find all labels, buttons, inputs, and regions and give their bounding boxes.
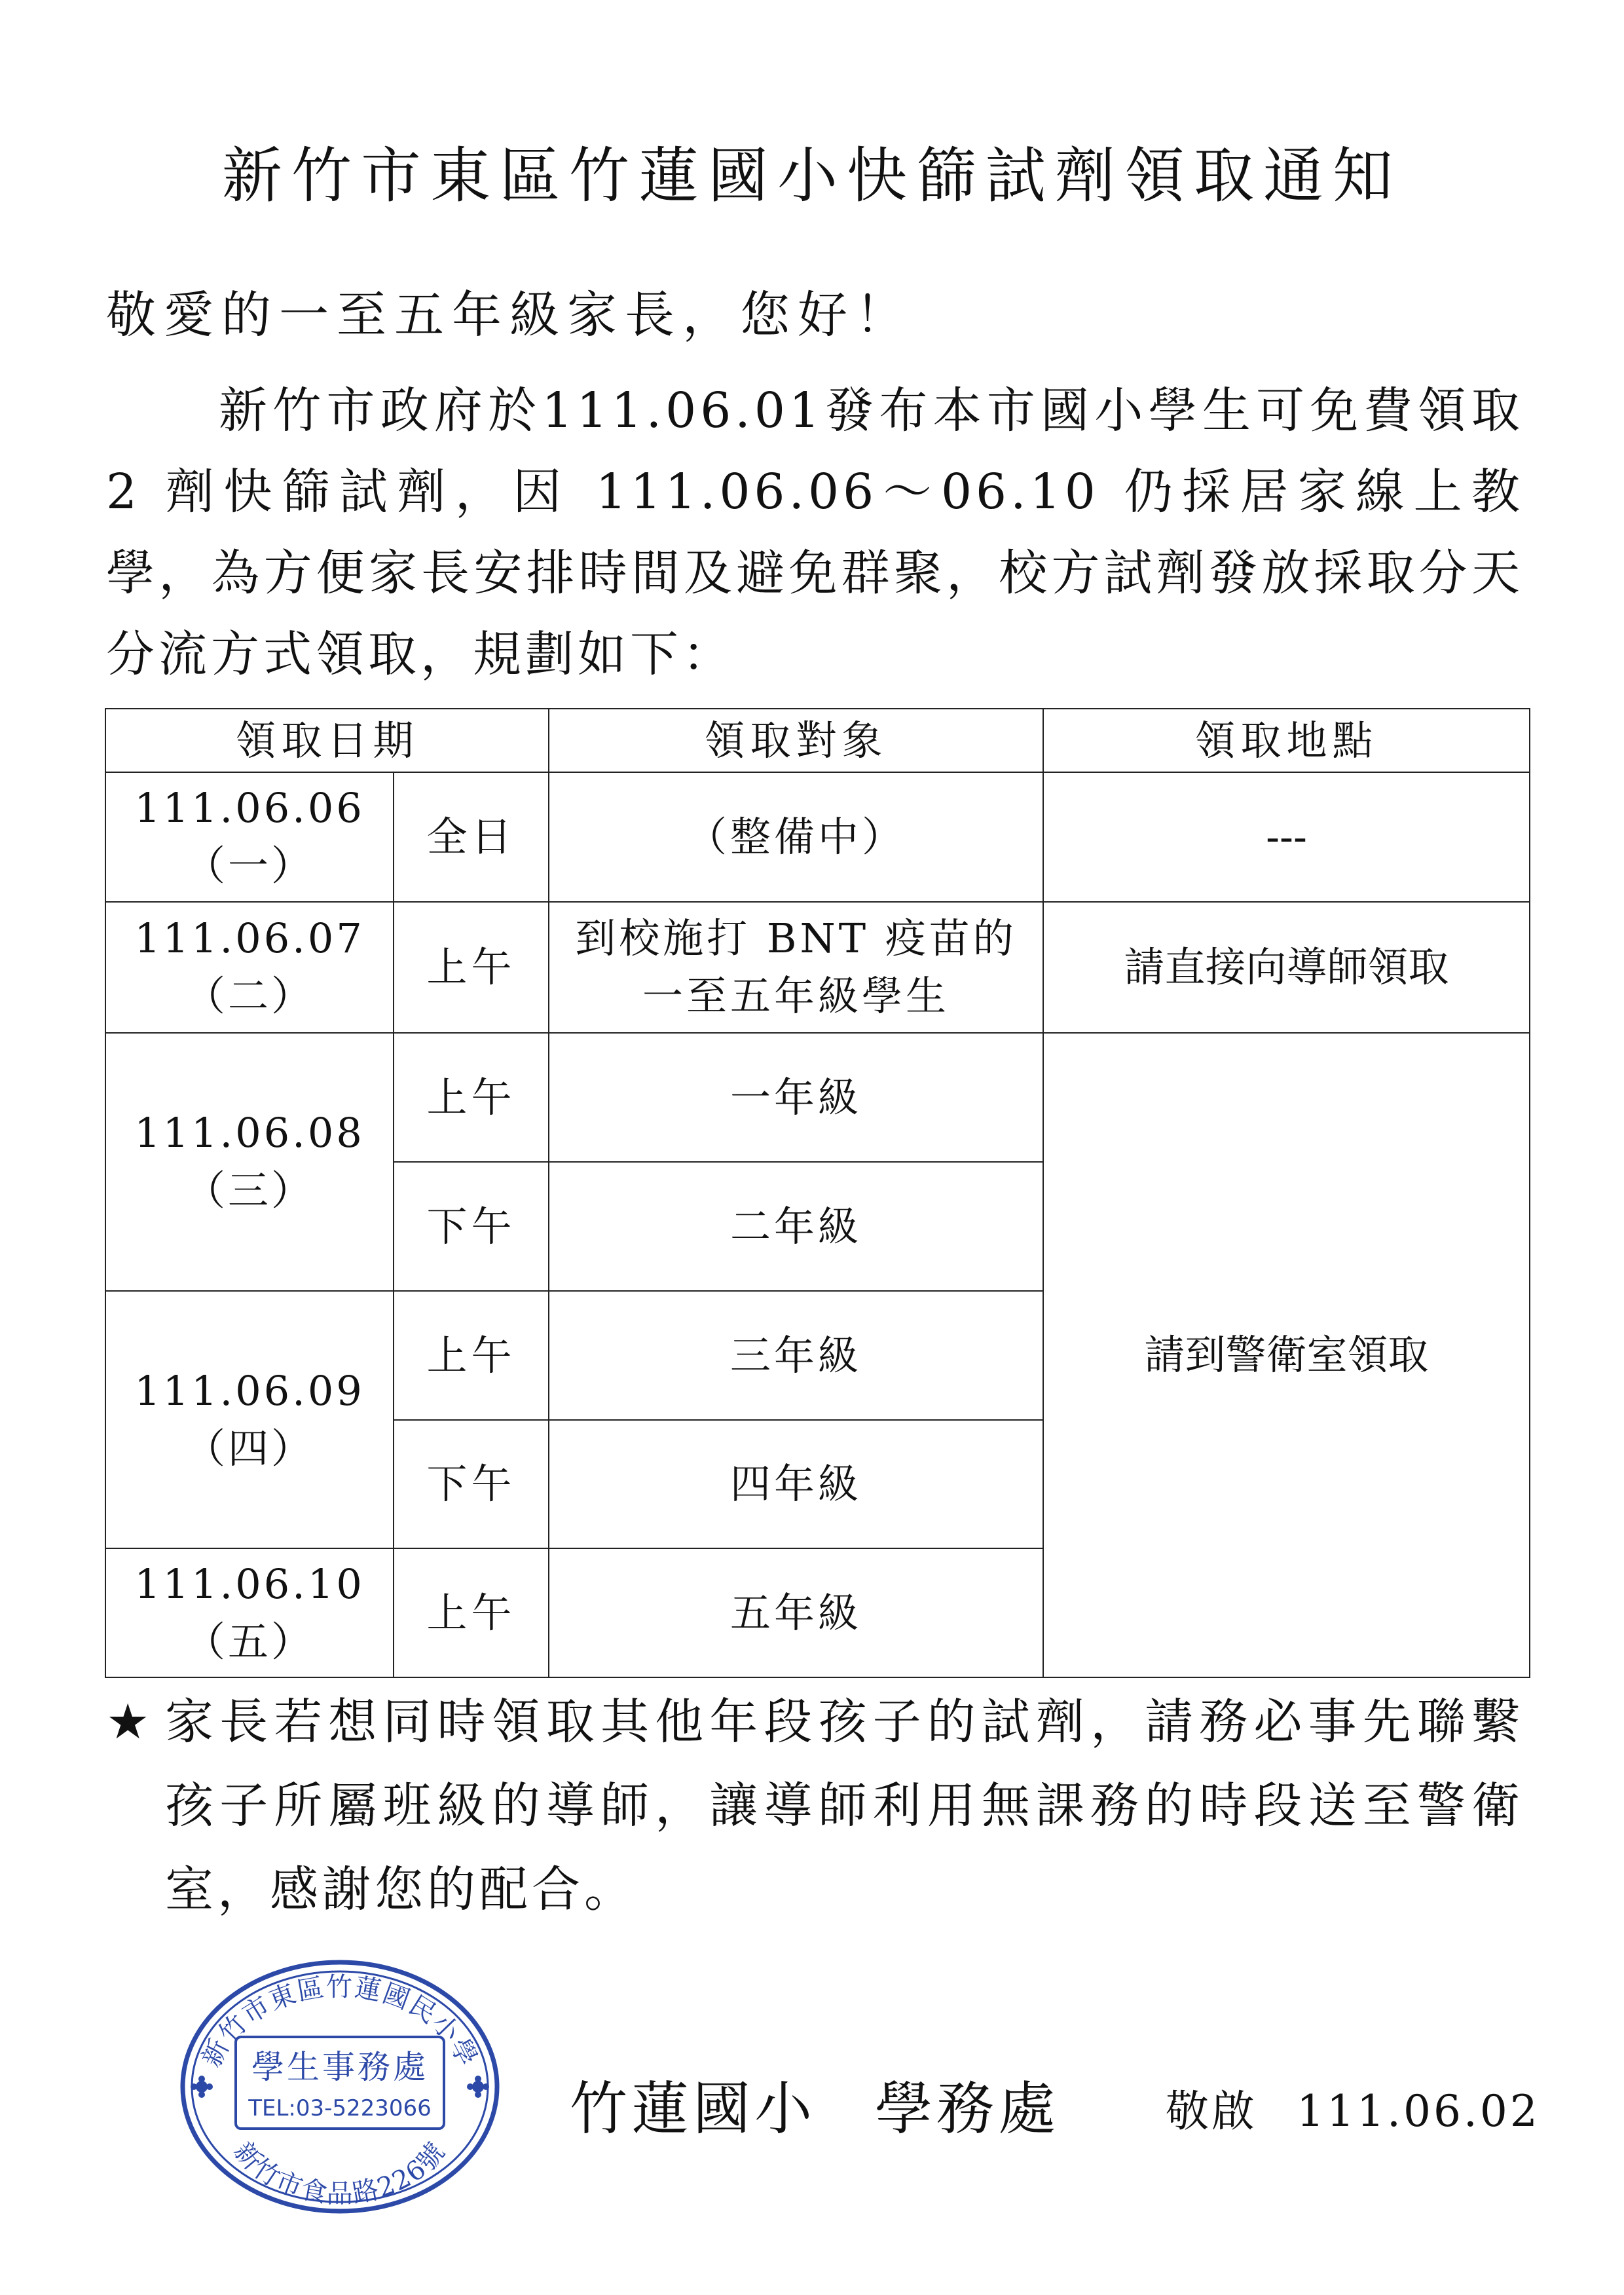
period-cell: 上午 <box>394 1548 549 1677</box>
issue-date: 111.06.02 <box>1297 2086 1540 2136</box>
table-row <box>105 1033 1530 1162</box>
date-cell <box>105 772 394 902</box>
date-cell <box>105 1033 394 1291</box>
period-cell: 下午 <box>394 1420 549 1548</box>
seal-office-text: 學生事務處 <box>251 2048 428 2086</box>
date-cell <box>105 1291 394 1548</box>
date-value: 111.06.10 <box>134 1559 365 1608</box>
parent-note <box>106 1680 1524 1931</box>
date-value: 111.06.08 <box>134 1109 365 1157</box>
table-header-row <box>105 709 1530 772</box>
shared-location-cell: 請到警衛室領取 <box>1043 1033 1530 1677</box>
period-cell: 上午 <box>394 902 549 1033</box>
target-cell: 四年級 <box>549 1420 1043 1548</box>
header-date: 領取日期 <box>105 709 549 772</box>
seal-flower-icon <box>467 2076 489 2098</box>
school-seal-stamp <box>175 1955 504 2218</box>
star-icon: ★ <box>106 1694 154 1750</box>
weekday-value: （一） <box>184 842 314 889</box>
weekday-value: （二） <box>184 972 314 1020</box>
signature <box>570 2063 1060 2146</box>
location-cell: --- <box>1043 772 1530 902</box>
greeting: 敬愛的一至五年級家長，您好！ <box>106 286 913 344</box>
seal-tel-text: TEL:03-5223066 <box>248 2095 432 2121</box>
target-cell: （整備中） <box>549 772 1043 902</box>
closing-text: 敬啟 <box>1166 2086 1257 2136</box>
signature-closing <box>1166 2076 1540 2138</box>
target-cell: 三年級 <box>549 1291 1043 1420</box>
header-target: 領取對象 <box>549 709 1043 772</box>
date-value: 111.06.07 <box>134 914 365 962</box>
weekday-value: （四） <box>184 1424 314 1472</box>
period-cell: 全日 <box>394 772 549 902</box>
intro-paragraph: 新竹市政府於111.06.01發布本市國小學生可免費領取 2 劑快篩試劑，因 111.06.06～06.10 仍採居家線上教學，為方便家長安排時間及避免群聚，校方試劑發放採取分天分流方式領取，規劃如下： <box>106 382 1524 682</box>
location-cell: 請直接向導師領取 <box>1043 902 1530 1033</box>
target-line: 一至五年級學生 <box>642 972 950 1020</box>
date-cell <box>105 902 394 1033</box>
header-location: 領取地點 <box>1043 709 1530 772</box>
signature-school: 竹蓮國小 <box>570 2075 817 2142</box>
target-cell: 五年級 <box>549 1548 1043 1677</box>
seal-flower-icon <box>191 2076 213 2098</box>
period-cell: 上午 <box>394 1291 549 1420</box>
target-cell: 一年級 <box>549 1033 1043 1162</box>
note-text: 家長若想同時領取其他年段孩子的試劑，請務必事先聯繫孩子所屬班級的導師，讓導師利用無課務的時段送至警衛室，感謝您的配合。 <box>165 1694 1524 1918</box>
date-cell <box>105 1548 394 1677</box>
document-title: 新竹市東區竹蓮國小快篩試劑領取通知 <box>221 141 1402 211</box>
date-value: 111.06.09 <box>134 1366 365 1415</box>
target-cell <box>549 902 1043 1033</box>
period-cell: 下午 <box>394 1162 549 1291</box>
schedule-table <box>105 708 1530 1678</box>
table-row <box>105 902 1530 1033</box>
seal-top-text: 新竹市東區竹蓮國民小學 <box>196 1972 483 2072</box>
date-value: 111.06.06 <box>134 784 365 832</box>
weekday-value: （三） <box>184 1166 314 1214</box>
signature-office: 學務處 <box>875 2075 1060 2142</box>
seal-bottom-text: 新竹市食品路226號 <box>228 2136 452 2210</box>
target-cell: 二年級 <box>549 1162 1043 1291</box>
weekday-value: （五） <box>184 1617 314 1666</box>
target-line: 到校施打 BNT 疫苗的 <box>575 914 1017 962</box>
period-cell: 上午 <box>394 1033 549 1162</box>
table-row <box>105 772 1530 902</box>
